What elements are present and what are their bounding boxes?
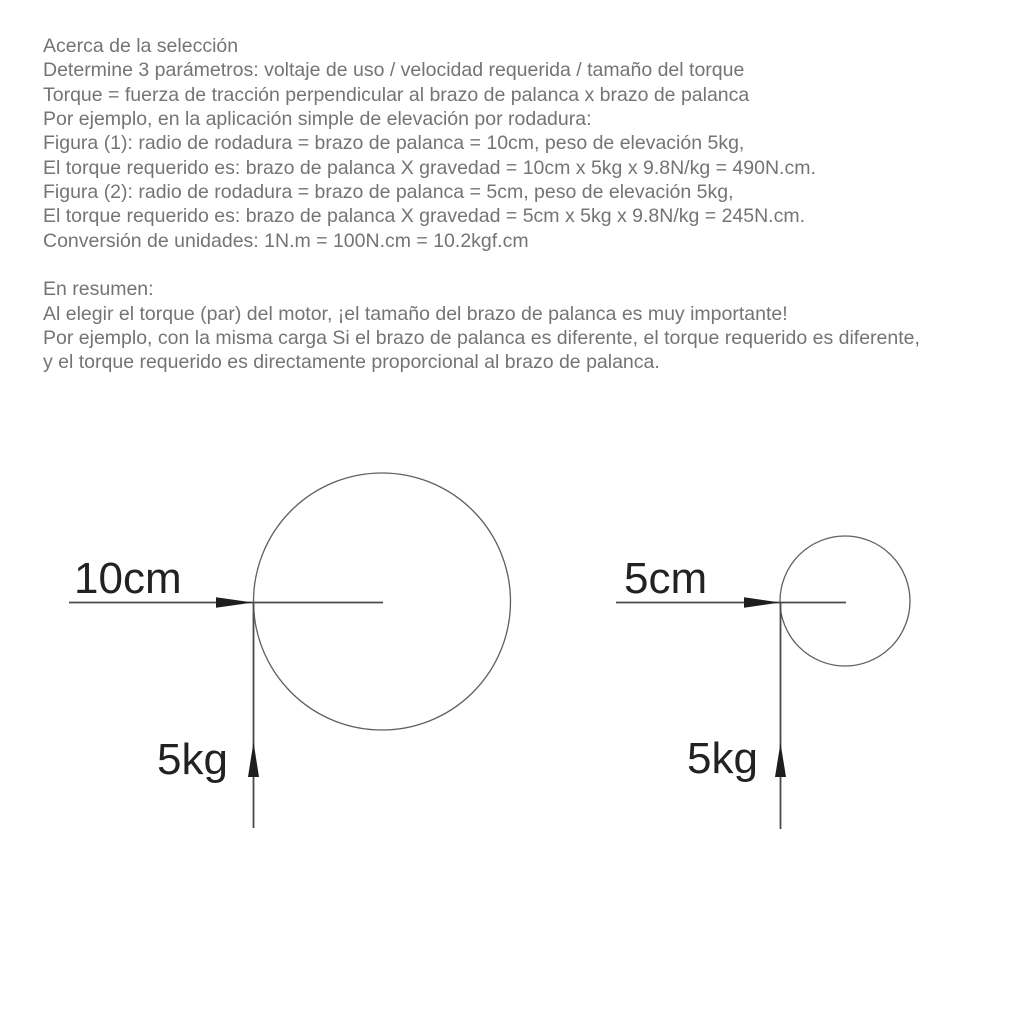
intro-line-4: Por ejemplo, en la aplicación simple de elevación por rodadura: (43, 107, 592, 130)
summary-line-4: y el torque requerido es directamente proporcional al brazo de palanca. (43, 351, 660, 374)
intro-line-8: El torque requerido es: brazo de palanca X gravedad = 5cm x 5kg x 9.8N/kg = 245N.cm. (43, 205, 806, 228)
figure-1 (69, 473, 511, 828)
figure-1-radius-arrowhead-icon (216, 597, 253, 608)
figure-2-radius-label: 5cm (624, 554, 708, 603)
figure-1-roller-circle (254, 473, 511, 730)
summary-line-1: En resumen: (43, 278, 154, 301)
figure-1-weight-label: 5kg (157, 735, 228, 784)
summary-line-3: Por ejemplo, con la misma carga Si el brazo de palanca es diferente, el torque requerido es diferente, (43, 326, 920, 349)
summary-line-2: Al elegir el torque (par) del motor, ¡el tamaño del brazo de palanca es muy importante! (43, 302, 788, 325)
intro-line-3: Torque = fuerza de tracción perpendicular al brazo de palanca x brazo de palanca (43, 83, 750, 106)
intro-line-6: El torque requerido es: brazo de palanca X gravedad = 10cm x 5kg x 9.8N/kg = 490N.cm. (43, 156, 816, 179)
figure-1-force-up-arrowhead-icon (248, 742, 259, 777)
figure-2 (616, 536, 910, 829)
intro-line-5: Figura (1): radio de rodadura = brazo de palanca = 10cm, peso de elevación 5kg, (43, 132, 745, 155)
intro-line-2: Determine 3 parámetros: voltaje de uso / velocidad requerida / tamaño del torque (43, 59, 745, 82)
figure-2-radius-arrowhead-icon (744, 597, 780, 608)
figure-1-radius-label: 10cm (74, 554, 182, 603)
figure-2-weight-label: 5kg (687, 734, 758, 783)
figure-2-roller-circle (780, 536, 910, 666)
intro-line-9: Conversión de unidades: 1N.m = 100N.cm = 10.2kgf.cm (43, 229, 529, 252)
intro-line-7: Figura (2): radio de rodadura = brazo de palanca = 5cm, peso de elevación 5kg, (43, 180, 734, 203)
figure-2-force-up-arrowhead-icon (775, 743, 786, 777)
intro-line-1: Acerca de la selección (43, 35, 239, 57)
